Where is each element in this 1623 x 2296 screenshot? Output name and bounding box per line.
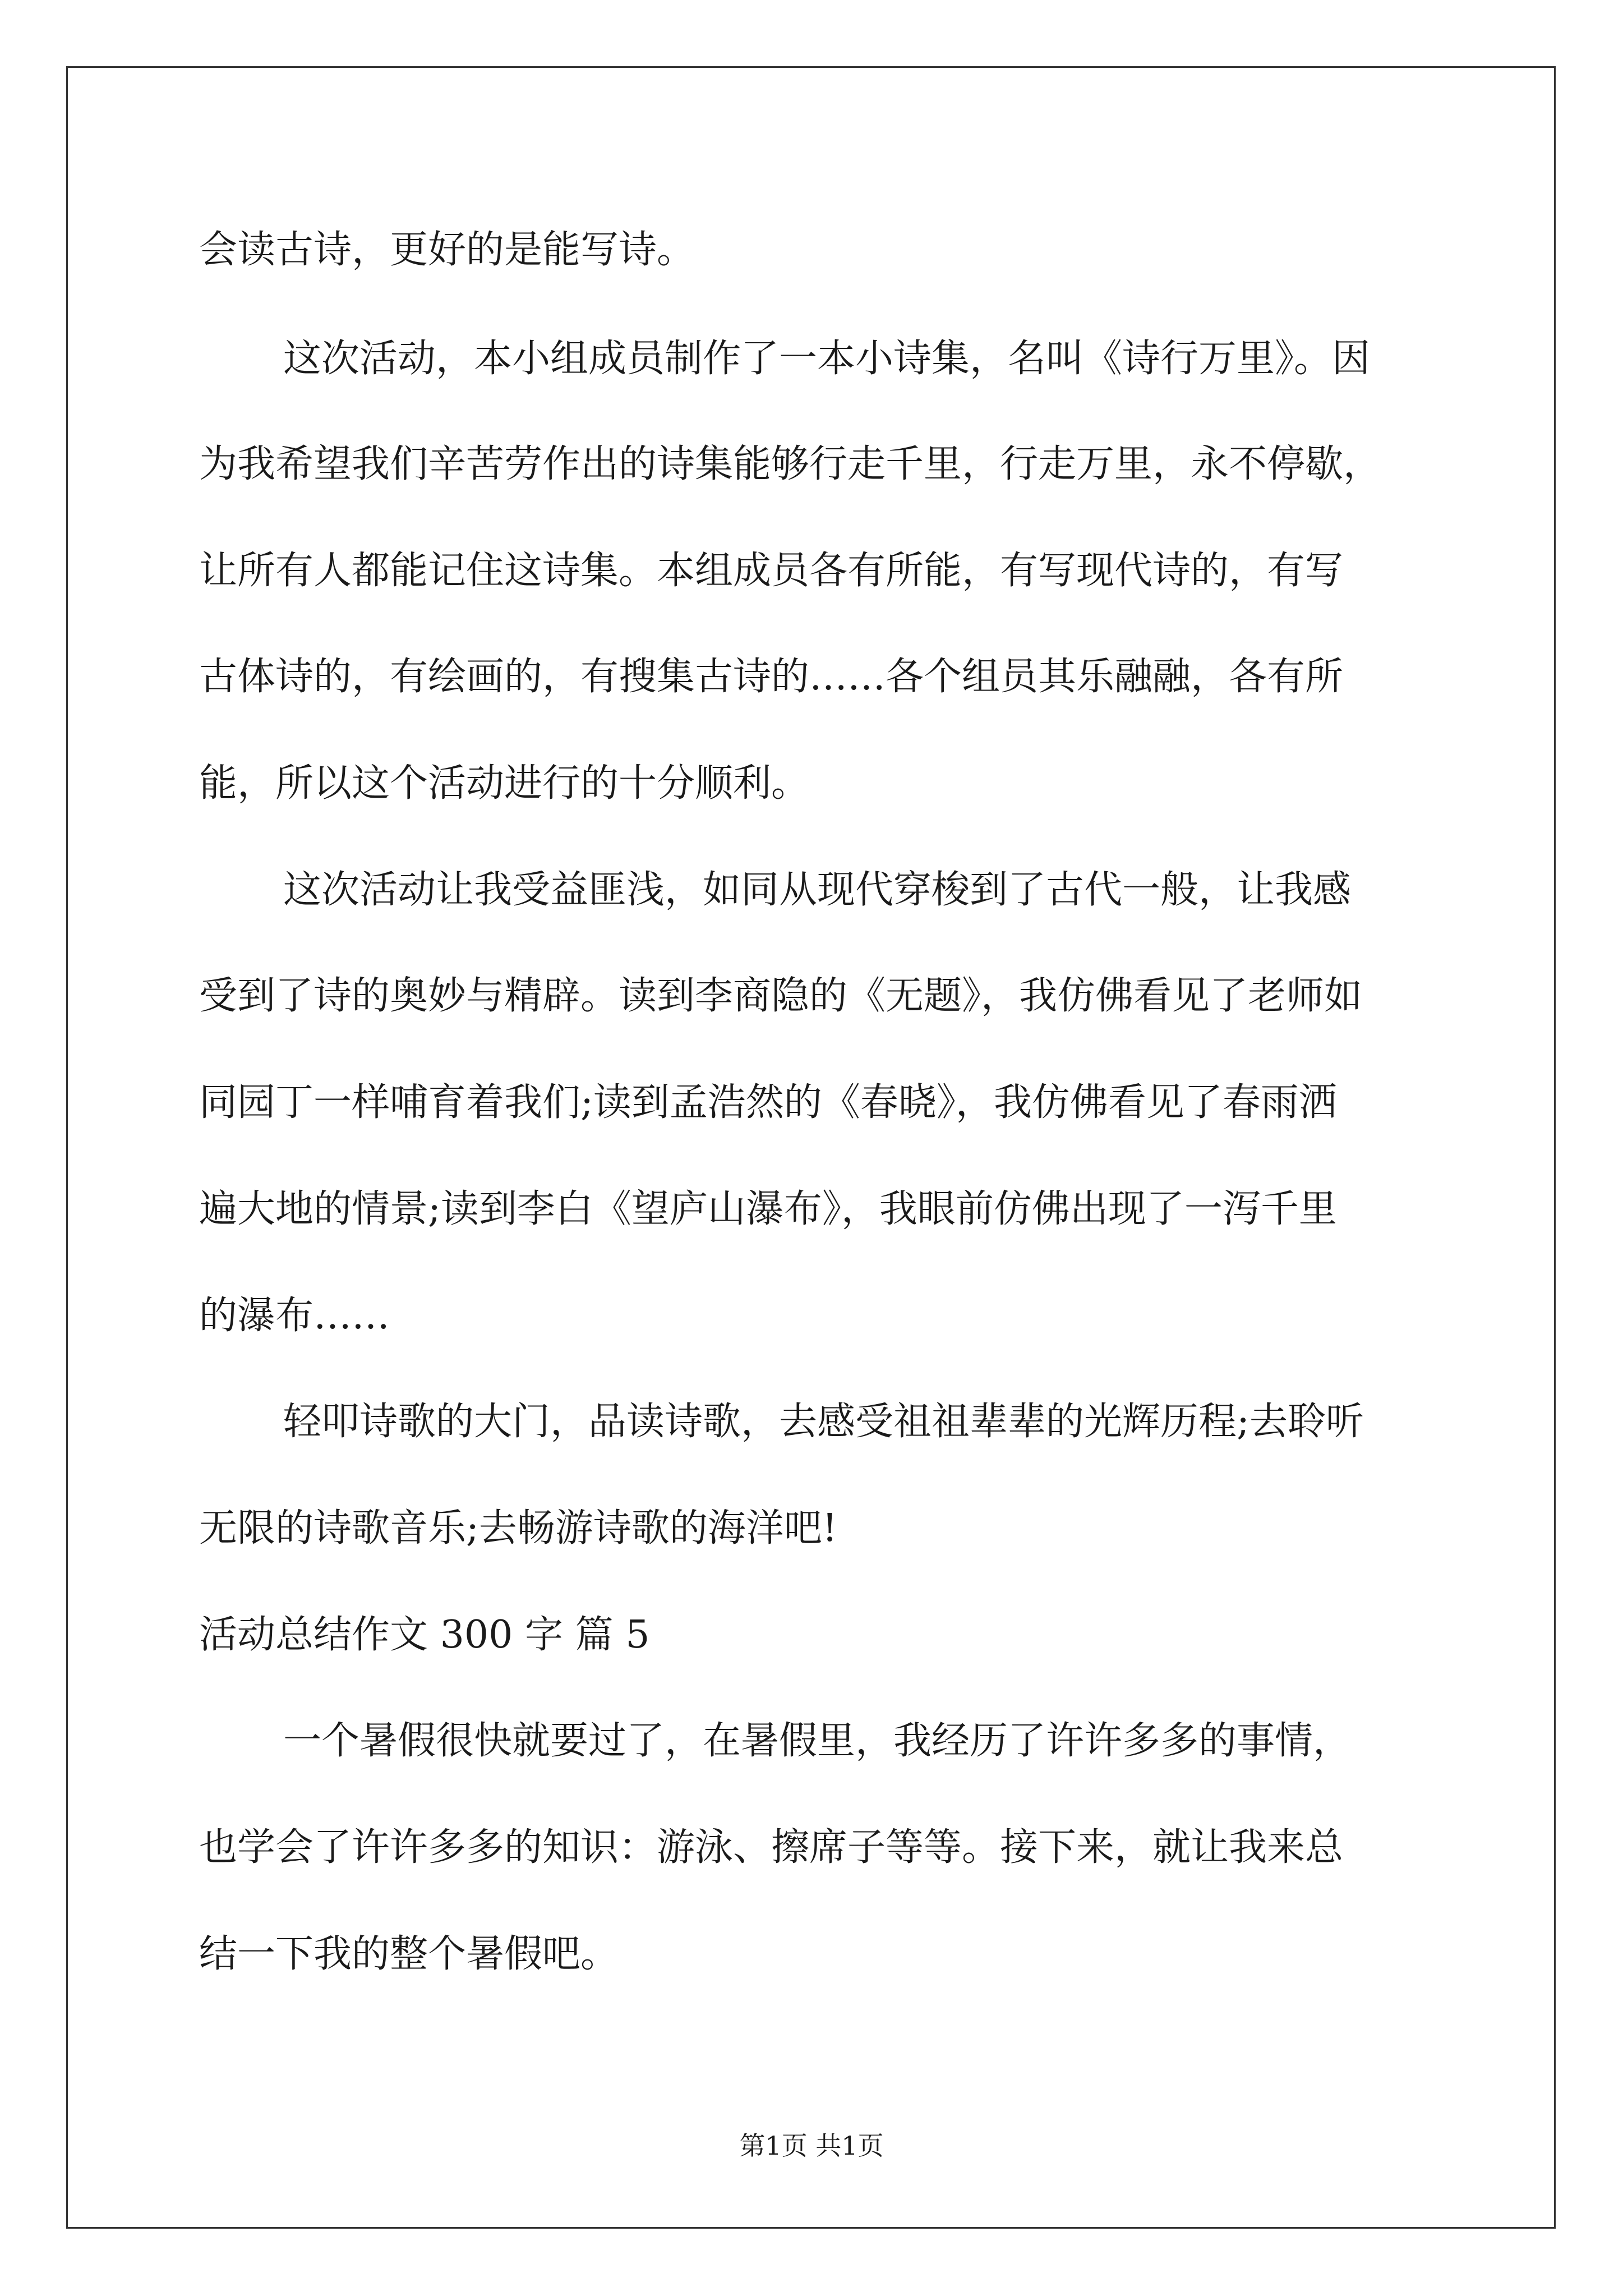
text-line: 结一下我的整个暑假吧。 — [199, 1932, 619, 1976]
text-line: 会读古诗，更好的是能写诗。 — [199, 228, 695, 272]
text-line: 无限的诗歌音乐;去畅游诗歌的海洋吧! — [199, 1506, 838, 1550]
text-line: 受到了诗的奥妙与精辟。读到李商隐的《无题》，我仿佛看见了老师如 — [199, 974, 1363, 1018]
text-line: 的瀑布…… — [199, 1294, 390, 1338]
text-line: 为我希望我们辛苦劳作出的诗集能够行走千里，行走万里，永不停歇， — [199, 442, 1382, 486]
paragraph-start-line: 轻叩诗歌的大门，品读诗歌，去感受祖祖辈辈的光辉历程;去聆听 — [283, 1400, 1364, 1444]
section-heading: 活动总结作文 300 字 篇 5 — [199, 1613, 650, 1657]
page-number: 第1页 共1页 — [739, 2131, 884, 2161]
page-footer — [0, 2129, 1623, 2162]
text-line: 让所有人都能记住这诗集。本组成员各有所能，有写现代诗的，有写 — [199, 549, 1344, 593]
paragraph-start-line: 这次活动，本小组成员制作了一本小诗集，名叫《诗行万里》。因 — [283, 337, 1371, 381]
paragraph-start-line: 这次活动让我受益匪浅，如同从现代穿梭到了古代一般，让我感 — [283, 868, 1352, 912]
text-line: 同园丁一样哺育着我们;读到孟浩然的《春晓》，我仿佛看见了春雨洒 — [199, 1080, 1337, 1125]
text-line: 遍大地的情景;读到李白《望庐山瀑布》，我眼前仿佛出现了一泻千里 — [199, 1187, 1337, 1231]
text-line: 也学会了许许多多的知识：游泳、擦席子等等。接下来，就让我来总 — [199, 1825, 1344, 1870]
text-line: 能，所以这个活动进行的十分顺利。 — [199, 761, 810, 806]
paragraph-start-line: 一个暑假很快就要过了，在暑假里，我经历了许许多多的事情， — [283, 1719, 1352, 1763]
text-line: 古体诗的，有绘画的，有搜集古诗的……各个组员其乐融融，各有所 — [199, 655, 1344, 699]
